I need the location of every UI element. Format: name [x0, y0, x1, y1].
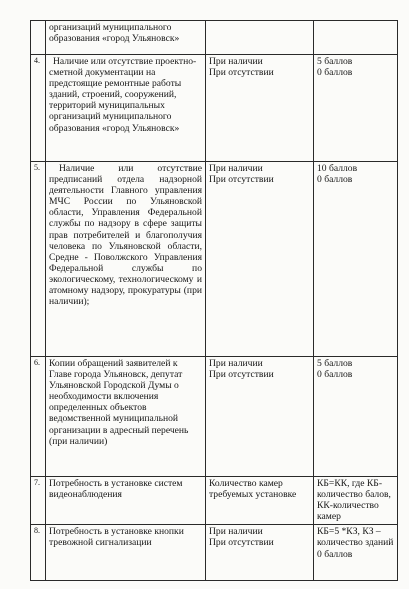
score-cell: 5 баллов 0 баллов	[314, 55, 398, 162]
criterion-cell: Потребность в установке кнопки тревожной сигнализации	[46, 525, 206, 581]
row-number-cell: 6.	[31, 357, 46, 477]
criteria-table	[30, 20, 398, 581]
condition-cell: Количество камер требуемых установке	[206, 477, 314, 525]
score-cell: КБ=5 *КЗ, КЗ – количество зданий 0 баллов	[314, 525, 398, 581]
row-number-cell: 5.	[31, 162, 46, 357]
condition-cell: При наличии При отсутствии	[206, 162, 314, 357]
row-number-cell	[31, 21, 46, 55]
criterion-cell: организаций муниципального образования «город Ульяновск»	[46, 21, 206, 55]
table-row	[31, 357, 398, 477]
condition-cell: При наличии При отсутствии	[206, 357, 314, 477]
score-cell: 5 баллов 0 баллов	[314, 357, 398, 477]
criterion-cell: Копии обращений заявителей к Главе города Ульяновск, депутат Ульяновской Городской Думы о необходимости включения определенных объектов ведомственной муниципальной организации в адресный перечень (при наличии)	[46, 357, 206, 477]
score-cell: 10 баллов 0 баллов	[314, 162, 398, 357]
criterion-cell: Наличие или отсутствие предписаний отдела надзорной деятельности Главного управления МЧС России по Ульяновской области, Управления Федеральной службы по надзору в сфере защиты прав потребителей и благополучия человека по Ульяновской области, Средне - Поволжского Управления Федеральной службы по экологическому, технологическому и атомному надзору, прокуратуры (при наличии);	[46, 162, 206, 357]
table-row	[31, 55, 398, 162]
table-row	[31, 21, 398, 55]
table-row	[31, 477, 398, 525]
table-row	[31, 525, 398, 581]
row-number-cell: 4.	[31, 55, 46, 162]
row-number-cell: 7.	[31, 477, 46, 525]
row-number-cell: 8.	[31, 525, 46, 581]
criterion-cell: Наличие или отсутствие проектно-сметной документации на предстоящие ремонтные работы зданий, строений, сооружений, территорий муниципальных организаций муниципального образования «город Ульяновск»	[46, 55, 206, 162]
score-cell	[314, 21, 398, 55]
condition-cell	[206, 21, 314, 55]
score-cell: КБ=КК, где КБ-количество балов, КК-количество камер	[314, 477, 398, 525]
condition-cell: При наличии При отсутствии	[206, 55, 314, 162]
criterion-cell: Потребность в установке систем видеонаблюдения	[46, 477, 206, 525]
table-row	[31, 162, 398, 357]
condition-cell: При наличии При отсутствии	[206, 525, 314, 581]
